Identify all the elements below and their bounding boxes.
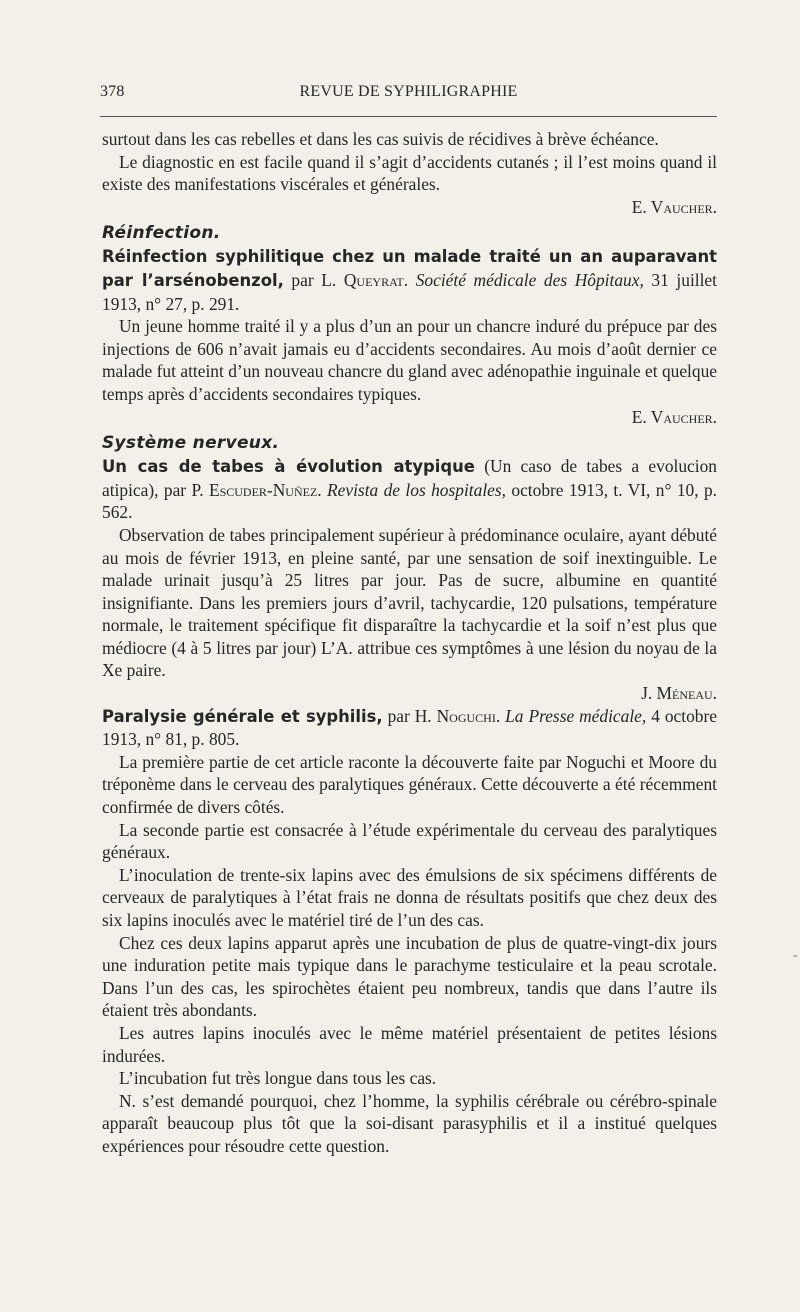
intro-paragraph: Le diagnostic en est facile quand il s’agit d’accidents cutanés ; il l’est moins quand il existe des manifestations viscérales et générales. <box>102 151 717 195</box>
signature: J. Méneau. <box>641 683 717 704</box>
journal-name: Revista de los hospitales, <box>327 479 506 500</box>
article-paragraph: Chez ces deux lapins apparut après une incubation de plus de quatre-vingt-dix jours une induration petite mais typique dans le parachyme testiculaire et la peau scrotale. Dans l’un des cas, les spirochètes étaient peu nombreux, tandis que dans l’autre ils étaient très abondants. <box>102 932 717 1021</box>
article-reference: Réinfection syphilitique chez un malade traité un an auparavant par l’arsénobenzol, par L. Queyrat. Société médicale des Hôpitaux, 31 juillet 1913, n° 27, p. 291. <box>102 247 717 314</box>
article-paragraph: N. s’est demandé pourquoi, chez l’homme, la syphilis cérébrale ou cérébro-spinale apparaît beaucoup plus tôt que la soi-disant parasyphilis et il a institué quelques expériences pour résoudre cette question. <box>102 1090 717 1156</box>
signature: E. Vaucher. <box>631 406 717 427</box>
header-rule <box>100 116 717 117</box>
article-paragraph: Les autres lapins inoculés avec le même matériel présentaient de petites lésions indurées. <box>102 1022 717 1066</box>
article-author: Escuder-Nuñez <box>208 479 318 500</box>
article-body: Observation de tabes principalement supérieur à prédominance oculaire, ayant débuté au mois de février 1913, en pleine santé, par une sensation de soif inextinguible. Le malade urinait jusqu’à 25 litres par jour. Pas de sucre, albumine en quantité insignifiante. Dans les premiers jours d’avril, tachycardie, 120 pulsations, température normale, le traitement spécifique fit disparaître la tachycardie et la soif n’est plus que médiocre (4 à 5 litres par jour) L’A. attribue ces symptômes à une lésion du noyau de la Xe paire. <box>102 524 717 681</box>
article-paragraph: L’inoculation de trente-six lapins avec des émulsions de six spécimens différents de cerveaux de paralytiques à l’état frais ne donna de résultats positifs que chez deux des six lapins inoculés avec le matériel tiré de l’un des cas. <box>102 864 717 930</box>
article-body: Un jeune homme traité il y a plus d’un an pour un chancre induré du prépuce par des injections de 606 n’avait jamais eu d’accidents secondaires. Au mois d’août dernier ce malade fut atteint d’un nouveau chancre du gland avec adénopathie inguinale et quelque temps après d’accidents secondaires typiques. <box>102 316 717 404</box>
article-paragraph: L’incubation fut très longue dans tous les cas. <box>119 1068 437 1089</box>
page-body <box>102 128 717 1158</box>
article-paragraph: La première partie de cet article raconte la découverte faite par Noguchi et Moore du tréponème dans le cerveau des paralytiques généraux. Cette découverte a été récemment confirmée de divers côtés. <box>102 751 717 818</box>
section-heading: Réinfection. <box>102 223 221 244</box>
article-reference: Un cas de tabes à évolution atypique (Un caso de tabes a evolucion atipica), par P. Escuder-Nuñez. Revista de los hospitales, octobre 1913, t. VI, n° 10, p. 562. <box>102 456 717 523</box>
article-title: Paralysie générale et syphilis, <box>102 706 383 726</box>
page-number: 378 <box>100 83 125 100</box>
article-title: Un cas de tabes à évolution atypique <box>102 457 475 477</box>
journal-name: La Presse médicale, <box>505 705 647 726</box>
page-header <box>100 83 717 107</box>
intro-paragraph: surtout dans les cas rebelles et dans les cas suivis de récidives à brève échéance. <box>102 129 659 149</box>
running-title: REVUE DE SYPHILIGRAPHIE <box>299 83 518 100</box>
margin-mark: - <box>793 948 798 963</box>
journal-name: Société médicale des Hôpitaux, <box>415 269 644 290</box>
article-author: Noguchi <box>436 705 496 726</box>
section-heading: Système nerveux. <box>102 433 280 454</box>
article-title: Réinfection syphilitique chez un malade traité un an auparavant par l’arsénobenzol, <box>102 247 717 290</box>
signature: E. Vaucher. <box>631 196 717 217</box>
article-reference: Paralysie générale et syphilis, par H. Noguchi. La Presse médicale, 4 octobre 1913, n° 81, p. 805. <box>102 705 717 750</box>
article-paragraph: La seconde partie est consacrée à l’étude expérimentale du cerveau des paralytiques généraux. <box>102 819 717 863</box>
article-author: Queyrat <box>343 269 404 290</box>
